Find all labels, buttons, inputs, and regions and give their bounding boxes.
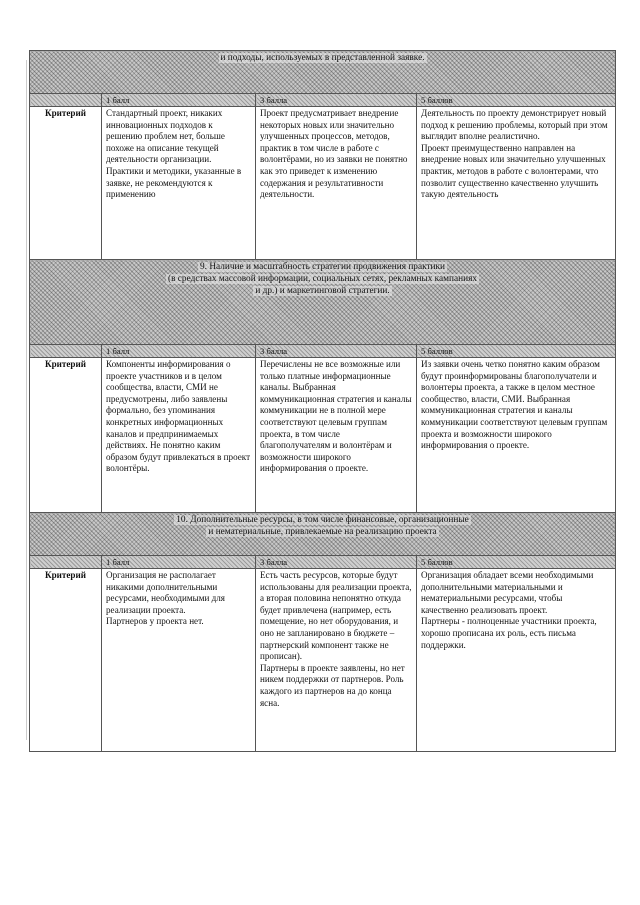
criteria-cell-5 xyxy=(417,358,616,513)
score-label-3: 3 балла xyxy=(256,345,417,358)
score-label-3: 3 балла xyxy=(256,556,417,569)
criteria-cell-3 xyxy=(256,358,417,513)
section-title-line: и др.) и маркетинговой стратегии. xyxy=(255,286,390,296)
criteria-row xyxy=(30,107,616,260)
section-title-line: 10. Дополнительные ресурсы, в том числе финансовые, организационные xyxy=(176,515,469,525)
criteria-cell-3 xyxy=(256,107,417,260)
score-header-row xyxy=(30,556,616,569)
section-title-line: (в средствах массовой информации, социальных сетях, рекламных кампаниях xyxy=(168,274,478,284)
score-label-1: 1 балл xyxy=(102,556,256,569)
section-header xyxy=(30,51,616,94)
row-label: Критерий xyxy=(30,358,102,513)
criteria-text: Есть часть ресурсов, которые будут использованы для реализации проекта, а вторая половина непонятно откуда будет привлечена (например, есть помещение, но нет оборудования, и оно не запланировано в бюджете – партнерский компонент также не прописан). xyxy=(260,570,412,662)
score-label-3: 3 балла xyxy=(256,94,417,107)
section-header xyxy=(30,260,616,345)
row-label: Критерий xyxy=(30,569,102,752)
criteria-cell-1 xyxy=(102,107,256,260)
criteria-text: Практики и методики, указанные в заявке, не рекомендуются к применению xyxy=(106,165,242,200)
criteria-text: Партнеры в проекте заявлены, но нет никем поддержки от партнеров. Роль каждого из партнеров на до конца ясна. xyxy=(260,662,405,708)
criteria-text: Проект предусматривает внедрение некоторых новых или значительно улучшенных процессов, методов, практик в том числе в работе с волонтёрами, но из заявки не понятно как это приведет к изменению содержания и результативности деятельности. xyxy=(260,108,408,200)
criteria-text: Стандартный проект, никаких инновационных подходов к решению проблем нет, больше похоже на описание текущей деятельности организации. xyxy=(106,108,225,165)
section-title-line: и подходы, используемых в представленной заявке. xyxy=(220,53,425,63)
scan-margin-line xyxy=(26,60,27,740)
score-header-empty xyxy=(30,556,102,569)
section-header xyxy=(30,513,616,556)
criteria-cell-1 xyxy=(102,569,256,752)
criteria-table xyxy=(29,50,616,752)
criteria-text: Проект преимущественно направлен на внедрение новых или значительно улучшенных практик, методов в работе с волонтерами, что позволит существенно качественно улучшить такую деятельность xyxy=(421,142,606,200)
score-label-5: 5 баллов xyxy=(417,556,616,569)
score-label-5: 5 баллов xyxy=(417,94,616,107)
criteria-text: Компоненты информирования о проекте участников и в целом сообщества, власти, СМИ не предусмотрены, либо заявлены формально, без упоминания конкретных информационных каналов и предпринимаемых действиях. Не понятно каким образом будут привлекаться в проект волонтёры. xyxy=(106,359,251,474)
score-label-5: 5 баллов xyxy=(417,345,616,358)
score-header-row xyxy=(30,345,616,358)
section-title-line: 9. Наличие и масштабность стратегии продвижения практики xyxy=(200,262,446,272)
criteria-text: Организация обладает всеми необходимыми дополнительными материальными и нематериальными ресурсами, чтобы качественно реализовать проект. xyxy=(421,570,594,615)
criteria-text: Партнеров у проекта нет. xyxy=(106,616,204,627)
score-header-row xyxy=(30,94,616,107)
section-title-line: и нематериальные, привлекаемые на реализацию проекта xyxy=(208,527,437,537)
score-label-1: 1 балл xyxy=(102,94,256,107)
criteria-row xyxy=(30,569,616,752)
criteria-row xyxy=(30,358,616,513)
criteria-text: Деятельность по проекту демонстрирует новый подход к решению проблемы, который при этом выглядит вполне реалистично. xyxy=(421,108,608,142)
criteria-text: Организация не располагает никакими дополнительными ресурсами, необходимыми для реализации проекта. xyxy=(106,570,225,615)
criteria-cell-5 xyxy=(417,569,616,752)
score-header-empty xyxy=(30,94,102,107)
row-label: Критерий xyxy=(30,107,102,260)
criteria-cell-3 xyxy=(256,569,417,752)
criteria-text: Партнеры - полноценные участники проекта, хорошо прописана их роль, есть письма поддержки. xyxy=(421,616,597,650)
criteria-text: Перечислены не все возможные или только платные информационные каналы. Выбранная коммуникационная стратегия и каналы коммуникации не в полной мере соответствуют целевым группам проекта, в том числе благополучателям и волонтёрам и возможности широкого информирования о проекте. xyxy=(260,359,412,474)
score-header-empty xyxy=(30,345,102,358)
score-label-1: 1 балл xyxy=(102,345,256,358)
criteria-text: Из заявки очень четко понятно каким образом будут проинформированы благополучатели и волонтеры проекта, а также в целом местное сообщество, власти, СМИ. Выбранная коммуникационная стратегия и каналы коммуникации соответствуют целевым группам проекта и возможности широкого информирования о проекте. xyxy=(421,359,608,451)
criteria-cell-1 xyxy=(102,358,256,513)
criteria-cell-5 xyxy=(417,107,616,260)
